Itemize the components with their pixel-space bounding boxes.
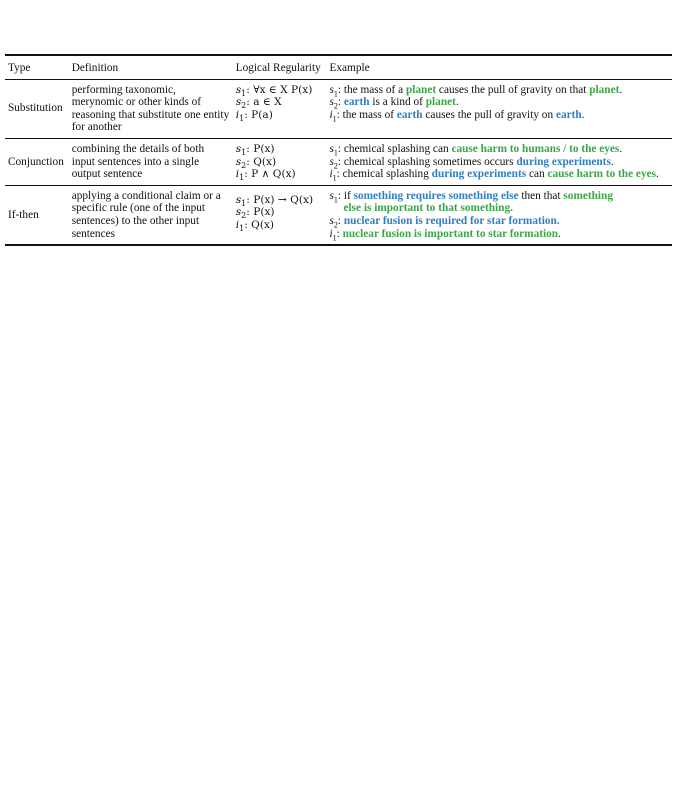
example-line-i1: $i_1$: the mass of earth causes the pull of gravity on earth.: [329, 108, 585, 124]
header-logical-regularity: Logical Regularity: [235, 62, 321, 74]
example-line-s1: $s_1$: the mass of a planet causes the pull of gravity on that planet.: [329, 83, 623, 98]
example-line-s1: $s_1$: if something requires something else then that something: [329, 189, 613, 204]
type-cell: Substitution: [8, 102, 63, 115]
logic-line-i1: $i_1$: P(a): [235, 108, 273, 123]
header-type: Type: [8, 62, 31, 74]
reasoning-types-table-container: [5, 54, 672, 246]
example-cell: [326, 138, 672, 185]
logic-cell: [233, 138, 327, 185]
header-definition: Definition: [71, 62, 119, 74]
reasoning-types-table: [5, 54, 672, 246]
example-cell: [326, 185, 672, 245]
logic-line-s2: $s_2$: a ∈ X: [235, 96, 282, 111]
example-cell: [326, 79, 672, 138]
logic-line-s1: $s_1$: P(x): [235, 142, 275, 158]
example-line-i1: $i_1$: nuclear fusion is important to star formation.: [329, 227, 561, 242]
example-line-s1: $s_1$: chemical splashing can cause harm to humans / to the eyes.: [329, 142, 623, 158]
logic-line-s1: $s_1$: ∀x ∈ X P(x): [235, 83, 313, 98]
example-line-s2: $s_2$: earth is a kind of planet.: [329, 96, 459, 111]
table-row-if-then: [5, 185, 672, 245]
table-header-row: [5, 55, 672, 79]
example-line-s1-continued: else is important to that something.: [343, 202, 513, 215]
logic-line-s1: $s_1$: P(x) → Q(x): [235, 193, 314, 208]
logic-line-i1: $i_1$: P ∧ Q(x): [235, 168, 296, 183]
example-line-s2: $s_2$: nuclear fusion is required for star formation.: [329, 214, 560, 230]
definition-cell: combining the details of both input sentences into a single output sentence: [71, 142, 205, 181]
logic-cell: [233, 79, 327, 138]
definition-cell: applying a conditional claim or a specific rule (one of the input sentences) to the other input sentences: [71, 189, 221, 240]
example-line-s2: $s_2$: chemical splashing sometimes occurs during experiments.: [329, 155, 614, 170]
logic-cell: [233, 185, 327, 245]
header-example: Example: [329, 62, 370, 74]
table-row-conjunction: [5, 138, 672, 185]
type-cell: If-then: [8, 208, 39, 221]
logic-line-s2: $s_2$: Q(x): [235, 155, 277, 170]
logic-line-s2: $s_2$: P(x): [235, 206, 275, 221]
example-line-i1: $i_1$: chemical splashing during experiments can cause harm to the eyes.: [329, 168, 659, 183]
type-cell: Conjunction: [8, 155, 64, 168]
table-row-substitution: [5, 79, 672, 138]
logic-line-i1: $i_1$: Q(x): [235, 218, 275, 234]
definition-cell: performing taxonomic, merynomic or other kinds of reasoning that substitute one entity for another: [71, 83, 230, 134]
